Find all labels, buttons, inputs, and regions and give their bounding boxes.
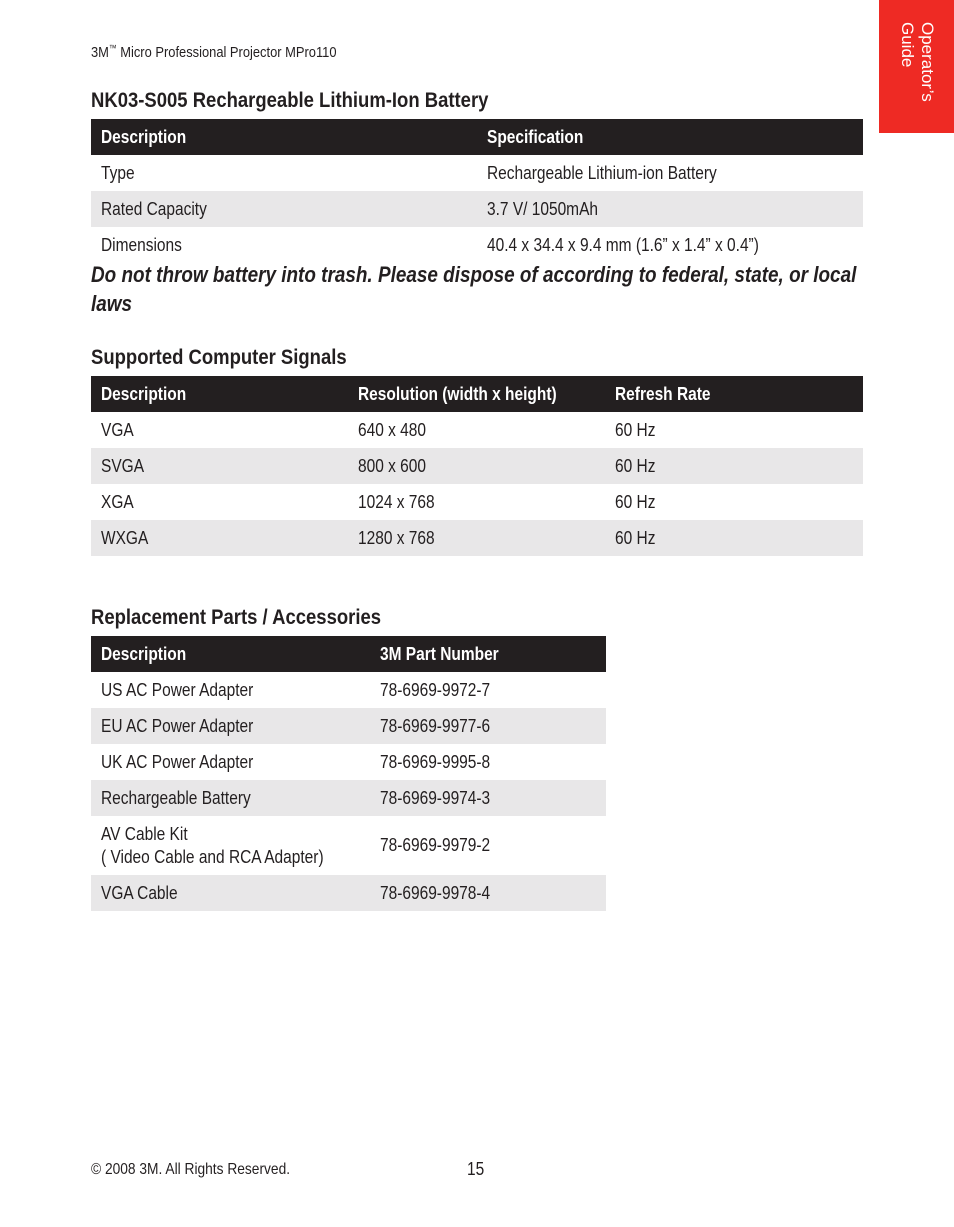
cell-part-number: 78-6969-9995-8 bbox=[379, 751, 491, 772]
cell-specification: Rechargeable Lithium-ion Battery bbox=[487, 162, 717, 183]
table-header-row bbox=[91, 636, 606, 672]
column-header: Refresh Rate bbox=[605, 376, 863, 412]
table-row bbox=[91, 520, 863, 556]
battery-section-title: NK03-S005 Rechargeable Lithium-Ion Battery bbox=[91, 89, 489, 112]
cell-specification: 40.4 x 34.4 x 9.4 mm (1.6” x 1.4” x 0.4”) bbox=[487, 234, 759, 255]
table-row bbox=[91, 155, 863, 191]
parts-section-title: Replacement Parts / Accessories bbox=[91, 606, 382, 629]
cell-description: XGA bbox=[101, 491, 134, 512]
cell-specification: 3.7 V/ 1050mAh bbox=[477, 191, 863, 227]
column-header: Description bbox=[91, 376, 348, 412]
column-header: 3M Part Number bbox=[370, 636, 606, 672]
table-row bbox=[91, 875, 606, 911]
cell-resolution: 1024 x 768 bbox=[358, 491, 435, 512]
cell-resolution: 640 x 480 bbox=[358, 419, 427, 440]
operators-guide-tab[interactable] bbox=[879, 0, 954, 133]
table-row bbox=[91, 484, 863, 520]
copyright: © 2008 3M. All Rights Reserved. bbox=[91, 1161, 291, 1178]
table-row bbox=[91, 191, 863, 227]
cell-part-number: 78-6969-9974-3 bbox=[370, 780, 606, 816]
page-number: 15 bbox=[467, 1159, 485, 1179]
cell-description: Rated Capacity bbox=[91, 191, 477, 227]
cell-part-number: 78-6969-9977-6 bbox=[370, 708, 606, 744]
column-header: Description bbox=[91, 636, 370, 672]
cell-description: Dimensions bbox=[101, 234, 182, 255]
signals-table bbox=[91, 376, 863, 556]
cell-part-number: 78-6969-9978-4 bbox=[370, 875, 606, 911]
table-row bbox=[91, 448, 863, 484]
cell-description: EU AC Power Adapter bbox=[91, 708, 370, 744]
cell-description: UK AC Power Adapter bbox=[101, 751, 254, 772]
cell-description: SVGA bbox=[91, 448, 348, 484]
parts-table bbox=[91, 636, 606, 911]
cell-resolution: 1280 x 768 bbox=[348, 520, 605, 556]
battery-spec-table bbox=[91, 119, 863, 263]
cell-refresh-rate: 60 Hz bbox=[615, 419, 656, 440]
signals-section-title: Supported Computer Signals bbox=[91, 346, 347, 369]
table-row bbox=[91, 816, 606, 875]
column-header: Resolution (width x height) bbox=[348, 376, 605, 412]
table-row bbox=[91, 780, 606, 816]
table-header-row bbox=[91, 376, 863, 412]
disposal-note: Do not throw battery into trash. Please dispose of according to federal, state, or local laws bbox=[91, 262, 857, 316]
cell-description: VGA Cable bbox=[91, 875, 370, 911]
tab-label: Operator’s Guide bbox=[898, 22, 937, 102]
cell-description: Type bbox=[101, 162, 135, 183]
cell-description: WXGA bbox=[91, 520, 348, 556]
column-header: Specification bbox=[477, 119, 863, 155]
cell-resolution: 800 x 600 bbox=[348, 448, 605, 484]
cell-description: US AC Power Adapter bbox=[101, 679, 254, 700]
table-row bbox=[91, 672, 606, 708]
cell-description: VGA bbox=[101, 419, 134, 440]
table-row bbox=[91, 412, 863, 448]
table-row bbox=[91, 227, 863, 263]
cell-refresh-rate: 60 Hz bbox=[605, 520, 863, 556]
cell-description: Rechargeable Battery bbox=[91, 780, 370, 816]
cell-part-number: 78-6969-9972-7 bbox=[379, 679, 491, 700]
table-row bbox=[91, 708, 606, 744]
table-row bbox=[91, 744, 606, 780]
column-header: Description bbox=[91, 119, 477, 155]
cell-description: AV Cable Kit ( Video Cable and RCA Adapter) bbox=[101, 823, 324, 867]
cell-refresh-rate: 60 Hz bbox=[605, 448, 863, 484]
cell-part-number: 78-6969-9979-2 bbox=[379, 835, 491, 855]
cell-refresh-rate: 60 Hz bbox=[615, 491, 656, 512]
table-header-row bbox=[91, 119, 863, 155]
running-header: 3M™ Micro Professional Projector MPro110 bbox=[91, 43, 337, 61]
